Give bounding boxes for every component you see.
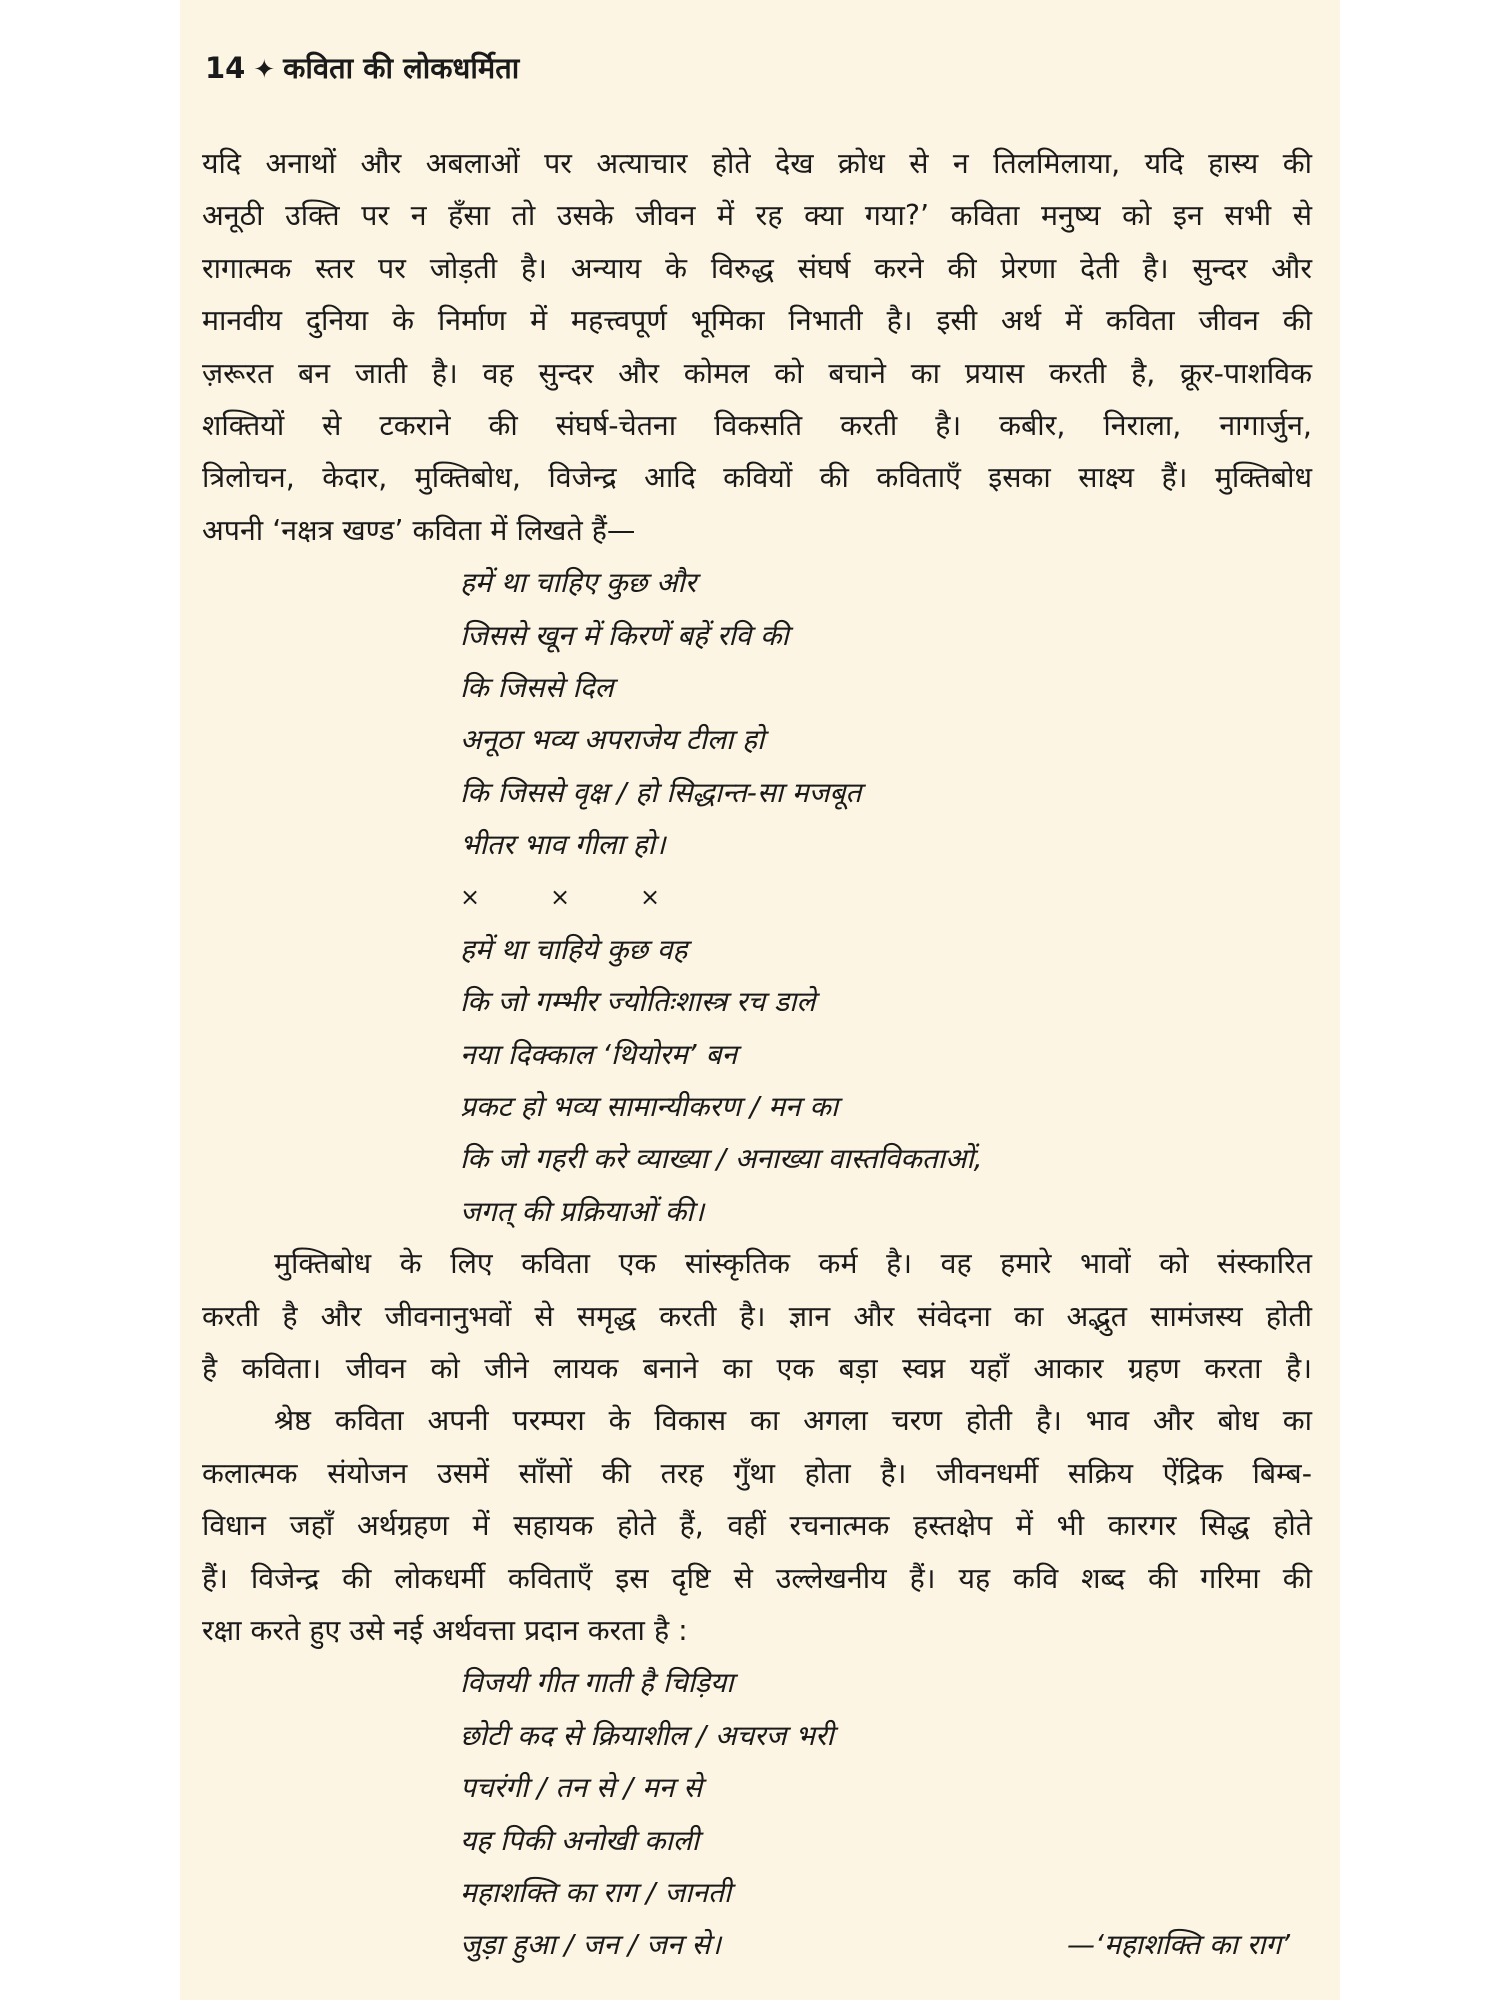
- para1-line: शक्तियों से टकराने की संघर्ष-चेतना विकसति करती है। कबीर, निराला, नागार्जुन,: [202, 408, 1312, 442]
- para1-line: ज़रूरत बन जाती है। वह सुन्दर और कोमल को बचाने का प्रयास करती है, क्रूर-पाशविक: [202, 356, 1312, 390]
- poem2-verse: पचरंगी / तन से / मन से: [460, 1771, 703, 1805]
- para1-line: यदि अनाथों और अबलाओं पर अत्याचार होते देख क्रोध से न तिलमिलाया, यदि हास्य की: [202, 147, 1312, 180]
- para1-line: मानवीय दुनिया के निर्माण में महत्त्वपूर्ण भूमिका निभाती है। इसी अर्थ में कविता जीवन की: [202, 304, 1312, 338]
- para3-line: हैं। विजेन्द्र की लोकधर्मी कविताएँ इस दृष्टि से उल्लेखनीय हैं। यह कवि शब्द की गरिमा की: [202, 1561, 1312, 1595]
- page-number: 14: [205, 51, 246, 85]
- poem1-verse: कि जो गहरी करे व्याख्या / अनाख्या वास्तविकताओं,: [460, 1142, 983, 1176]
- poem2-last-line: [202, 1919, 1312, 1971]
- poem1-verse: प्रकट हो भव्य सामान्यीकरण / मन का: [460, 1090, 839, 1124]
- poem1-verse: कि जिससे दिल: [460, 670, 614, 704]
- para1-line: अनूठी उक्ति पर न हँसा तो उसके जीवन में रह क्या गया?’ कविता मनुष्य को इन सभी से: [202, 199, 1312, 233]
- book-title: कविता की लोकधर्मिता: [283, 51, 520, 85]
- page-body: [202, 138, 1312, 1972]
- para1-line: रागात्मक स्तर पर जोड़ती है। अन्याय के विरुद्ध संघर्ष करने की प्रेरणा देती है। सुन्दर और: [202, 251, 1312, 285]
- poem1-verse: जिससे खून में किरणें बहें रवि की: [460, 618, 789, 652]
- poem2-verse: छोटी कद से क्रियाशील / अचरज भरी: [460, 1718, 834, 1752]
- cross-mark-icon: ×: [460, 883, 481, 912]
- poem2-verse: महाशक्ति का राग / जानती: [460, 1875, 732, 1909]
- poem-source-citation: —‘महाशक्ति का राग’: [1067, 1928, 1290, 1962]
- para3-line: श्रेष्ठ कविता अपनी परम्परा के विकास का अगला चरण होती है। भाव और बोध का: [274, 1404, 1312, 1438]
- para2-line: करती है और जीवनानुभवों से समृद्ध करती है। ज्ञान और संवेदना का अद्भुत सामंजस्य होती: [202, 1299, 1312, 1333]
- poem1-verse: नया दिक्काल ‘थियोरम’ बन: [460, 1037, 738, 1071]
- running-head: [205, 48, 519, 87]
- para3-line: कलात्मक संयोजन उसमें साँसों की तरह गुँथा होता है। जीवनधर्मी सक्रिय ऐंद्रिक बिम्ब-: [202, 1456, 1312, 1490]
- poem1-verse: कि जो गम्भीर ज्योतिःशास्त्र रच डाले: [460, 985, 816, 1019]
- para1-line: अपनी ‘नक्षत्र खण्ड’ कविता में लिखते हैं—: [202, 513, 636, 547]
- poem2-verse: जुड़ा हुआ / जन / जन से।: [460, 1928, 721, 1962]
- poem1-verse: कि जिससे वृक्ष / हो सिद्धान्त-सा मजबूत: [460, 775, 862, 809]
- para3-line: विधान जहाँ अर्थग्रहण में सहायक होते हैं, वहीं रचनात्मक हस्तक्षेप में भी कारगर सिद्ध होते: [202, 1509, 1312, 1543]
- para3-line: रक्षा करते हुए उसे नई अर्थवत्ता प्रदान करता है :: [202, 1613, 688, 1647]
- section-break: [202, 871, 1312, 923]
- poem1-verse: अनूठा भव्य अपराजेय टीला हो: [460, 723, 765, 757]
- poem2-verse: विजयी गीत गाती है चिड़िया: [460, 1666, 734, 1700]
- poem1-verse: हमें था चाहिये कुछ वह: [460, 932, 688, 966]
- para1-line: त्रिलोचन, केदार, मुक्तिबोध, विजेन्द्र आदि कवियों की कविताएँ इसका साक्ष्य हैं। मुक्तिबोध: [202, 461, 1312, 495]
- book-page: [180, 0, 1340, 2000]
- poem1-verse: भीतर भाव गीला हो।: [460, 828, 666, 862]
- poem1-verse: हमें था चाहिए कुछ और: [460, 566, 697, 600]
- poem2-verse: यह पिकी अनोखी काली: [460, 1823, 700, 1857]
- para2-line: है कविता। जीवन को जीने लायक बनाने का एक बड़ा स्वप्न यहाँ आकार ग्रहण करता है।: [202, 1351, 1312, 1385]
- star-separator-icon: ✦: [253, 55, 276, 85]
- cross-mark-icon: ×: [550, 883, 571, 912]
- poem1-verse: जगत् की प्रक्रियाओं की।: [460, 1194, 705, 1228]
- cross-mark-icon: ×: [640, 883, 661, 912]
- para2-line: मुक्तिबोध के लिए कविता एक सांस्कृतिक कर्म है। वह हमारे भावों को संस्कारित: [274, 1247, 1312, 1281]
